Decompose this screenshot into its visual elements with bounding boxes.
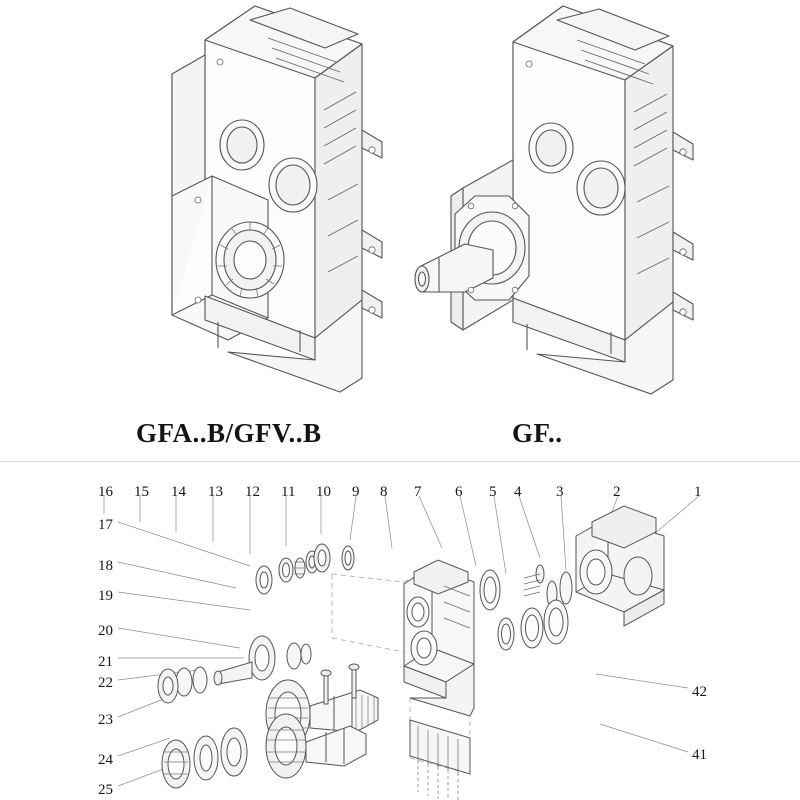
callout-13: 13 xyxy=(208,484,223,500)
exploded-view-area xyxy=(0,462,800,800)
callout-18: 18 xyxy=(98,558,113,574)
exploded-assembly-drawing xyxy=(0,462,800,800)
callout-17: 17 xyxy=(98,517,113,533)
callout-10: 10 xyxy=(316,484,331,500)
callout-14: 14 xyxy=(171,484,186,500)
callout-19: 19 xyxy=(98,588,113,604)
callout-21: 21 xyxy=(98,654,113,670)
callout-7: 7 xyxy=(414,484,422,500)
caption-left: GFA..B/GFV..B xyxy=(136,418,322,448)
callout-42: 42 xyxy=(692,684,707,700)
callout-9: 9 xyxy=(352,484,360,500)
callout-5: 5 xyxy=(489,484,497,500)
callout-20: 20 xyxy=(98,623,113,639)
callout-25: 25 xyxy=(98,782,113,798)
callout-11: 11 xyxy=(281,484,296,500)
gear-unit-view-left xyxy=(100,0,400,410)
callout-41: 41 xyxy=(692,747,707,763)
callout-4: 4 xyxy=(514,484,522,500)
caption-right: GF.. xyxy=(512,418,563,448)
callout-23: 23 xyxy=(98,712,113,728)
callout-24: 24 xyxy=(98,752,113,768)
callout-8: 8 xyxy=(380,484,388,500)
gear-unit-view-right xyxy=(405,0,725,410)
callout-12: 12 xyxy=(245,484,260,500)
callout-2: 2 xyxy=(613,484,621,500)
callout-1: 1 xyxy=(694,484,702,500)
callout-6: 6 xyxy=(455,484,463,500)
callout-15: 15 xyxy=(134,484,149,500)
callout-3: 3 xyxy=(556,484,564,500)
callout-22: 22 xyxy=(98,675,113,691)
callout-16: 16 xyxy=(98,484,113,500)
